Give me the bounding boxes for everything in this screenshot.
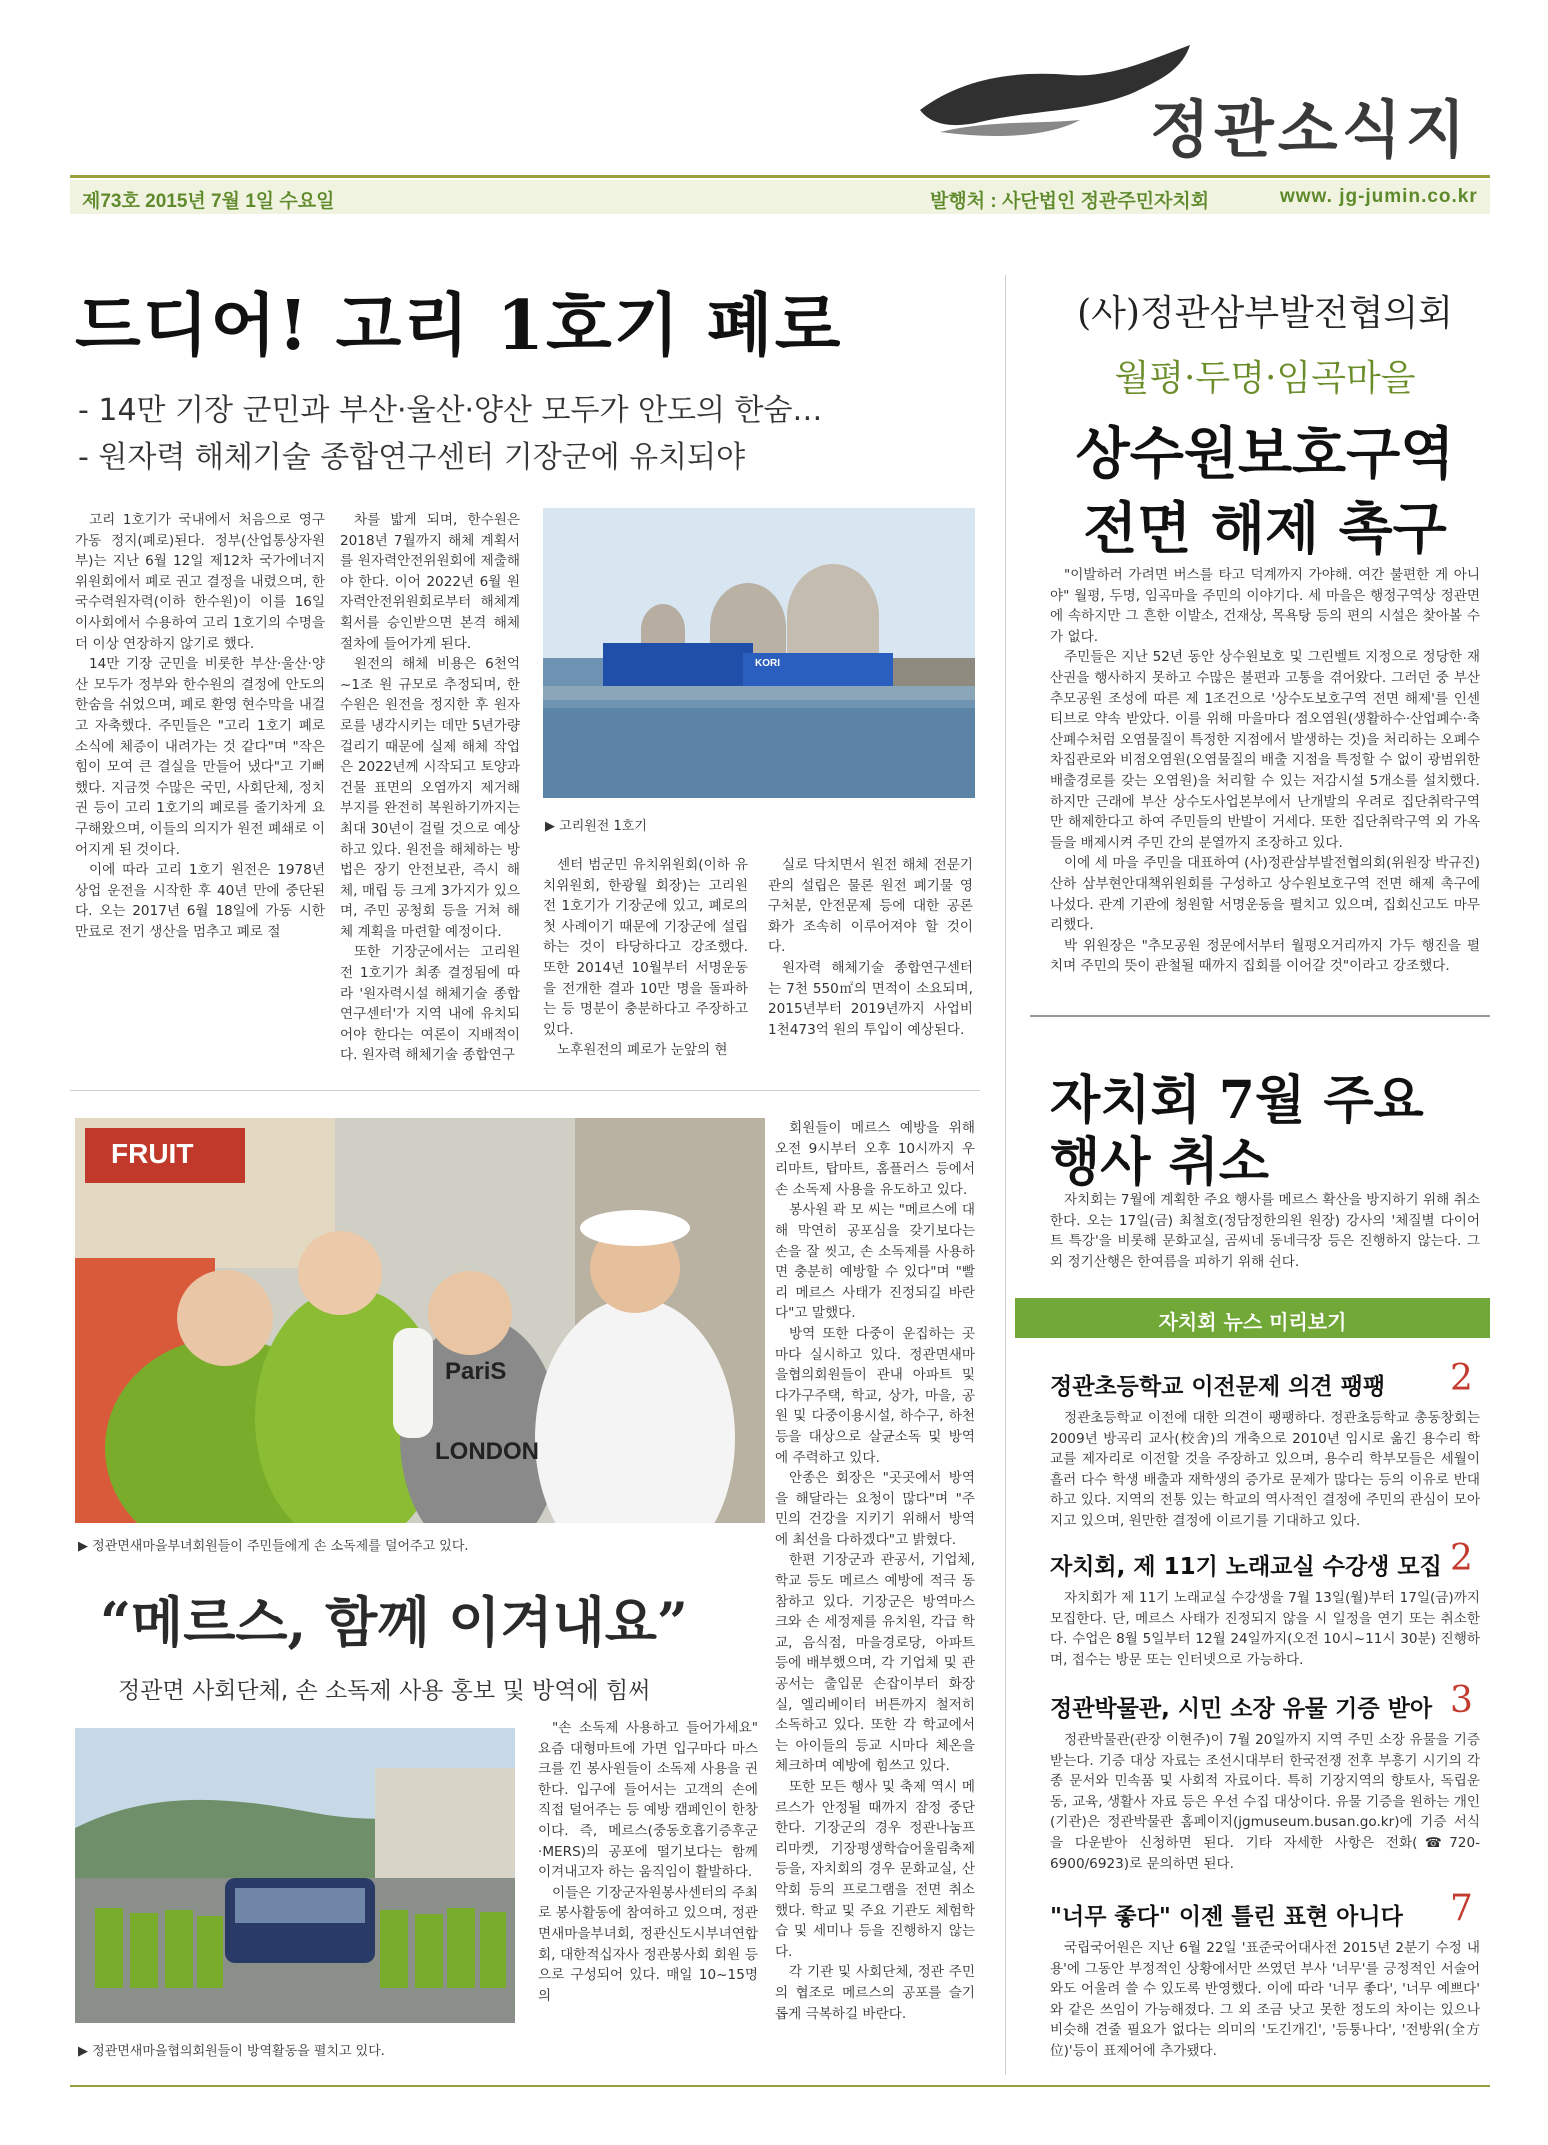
section-divider <box>70 1090 980 1091</box>
paragraph: 한편 기장군과 관공서, 기업체, 학교 등도 메르스 예방에 적극 동참하고 있다. 기장군은 방역마스크와 손 세정제를 유치원, 각급 학교, 음식점, 마을경로당, 아파트 등에 배부했으며, 각 기업체 및 관공서는 출입문 손잡이부터 화장실, 엘리베이터 버튼까지 철저히 소독하고 있다. 또한 각 학교에서는 아이들의 등교 시마다 체온을 체크하며 예방에 힘쓰고 있다. <box>775 1552 975 1775</box>
water-protection-headline-1: 상수원보호구역 <box>1075 421 1455 487</box>
news-item-body <box>1050 1588 1480 1670</box>
water-protection-headline-2: 전면 해제 촉구 <box>1083 496 1447 562</box>
paragraph: 이들은 기장군자원봉사센터의 주최로 봉사활동에 참여하고 있으며, 정관면새마을부녀회, 정관신도시부녀연합회, 대한적십자사 정관봉사회 회원 등으로 구성되어 있다. 매일 10~15명의 <box>538 1884 758 2004</box>
column-divider <box>1005 275 1006 2075</box>
news-item-page-number: 3 <box>1450 1680 1473 1721</box>
organization-name: (사)정관삼부발전협의회 <box>1077 293 1453 334</box>
publisher: 발행처 : 사단법인 정관주민자치회 <box>930 191 1210 212</box>
paragraph: 각 기관 및 사회단체, 정관 주민의 협조로 메르스의 공포를 슬기롭게 극복하길 바란다. <box>775 1964 975 2022</box>
paragraph: 주민들은 지난 52년 동안 상수원보호 및 그린벨트 지정으로 정당한 재산권을 행사하지 못하고 수많은 불편과 고통을 겪어왔다. 그러던 중 부산추모공원 조성에 따른 제 1조건으로 '상수도보호구역 전면 해제'를 인센티브로 약속 받았다. 이를 위해 마을마다 점오염원(생활하수·산업폐수·축산폐수처럼 오염물질이 특정한 지점에서 발생하는 것)을 처리하는 오폐수 차집관로와 비점오염원(오염물질의 배출 지점을 특정할 수 없이 광범위한 배출경로를 갖는 오염원)을 처리할 수 있는 저감시설 5개소를 설치했다. 하지만 근래에 부산 상수도사업본부에서 난개발의 우려로 집단취락구역만 해제한다고 하여 주민들의 반발이 거세다. 또한 집단취락구역 외 가옥들을 배제시켜 주민 간의 분열까지 조장하고 있다. <box>1050 649 1480 851</box>
paragraph: 14만 기장 군민을 비롯한 부산·울산·양산 모두가 정부와 한수원의 결정에 안도의 한숨을 쉬었으며, 폐로 환영 현수막을 내걸고 자축했다. 주민들은 "고리 1호기 폐로 소식에 체증이 내려가는 것 같다"며 "작은 힘이 모여 큰 결실을 만들어 냈다"고 기뻐했다. 지금껏 수많은 국민, 사회단체, 정치권 등이 고리 1호기의 폐로를 줄기차게 요구해왔으며, 이들의 의지가 원전 폐쇄로 이어지게 된 것이다. <box>75 656 325 858</box>
water-protection-body <box>1050 565 1480 977</box>
paragraph: 이에 세 마을 주민을 대표하여 (사)정관삼부발전협의회(위원장 박규진) 산하 삼부현안대책위원회를 구성하고 상수원보호구역 전면 해제 촉구에 나섰다. 관계 기관에 청원할 서명운동을 펼치고 있으며, 집회신고도 마무리했다. <box>1050 855 1480 934</box>
news-item-body <box>1050 1938 1480 2062</box>
website-link[interactable]: www. jg-jumin.co.kr <box>1280 186 1478 207</box>
main-article-column-2 <box>340 510 520 1066</box>
news-preview-title: 자치회 뉴스 미리보기 <box>1158 1310 1347 1334</box>
hand-sanitizer-photo <box>75 1118 765 1523</box>
news-item-title[interactable]: 자치회, 제 11기 노래교실 수강생 모집 <box>1050 1554 1442 1580</box>
main-subhead-2: - 원자력 해체기술 종합연구센터 기장군에 유치되야 <box>78 440 746 475</box>
paragraph: "이발하러 가려면 버스를 타고 덕계까지 가야해. 여간 불편한 게 아니야" 월평, 두명, 임곡마을 주민의 이야기다. 세 마을은 행정구역상 정관면에 속하지만 그 흔한 이발소, 건재상, 목욕탕 등의 편의 시설은 찾아볼 수가 없다. <box>1050 567 1480 645</box>
paragraph: 회원들이 메르스 예방을 위해 오전 9시부터 오후 10시까지 우리마트, 탑마트, 홈플러스 등에서 손 소독제 사용을 유도하고 있다. <box>775 1120 975 1198</box>
paragraph: 봉사원 곽 모 씨는 "메르스에 대해 막연히 공포심을 갖기보다는 손을 잘 씻고, 손 소독제를 사용하면 충분히 예방할 수 있다"며 "빨리 메르스 사태가 진정되길 바란다"고 말했다. <box>775 1202 975 1322</box>
news-item-page-number: 2 <box>1450 1358 1473 1399</box>
paragraph: 차를 밟게 되며, 한수원은 2018년 7월까지 해체 계획서를 원자력안전위원회에 제출해야 한다. 이어 2022년 6월 원자력안전위원회로부터 해체계획서를 승인받으면 본격 해체 절차에 들어가게 된다. <box>340 512 520 652</box>
plant-sign-text: KORI <box>755 658 780 669</box>
paragraph: 안종은 회장은 "곳곳에서 방역을 해달라는 요청이 많다"며 "주민의 건강을 지키기 위해서 방역에 최선을 다하겠다"고 밝혔다. <box>775 1470 975 1548</box>
main-article-column-4 <box>768 855 973 1040</box>
footer-rule <box>70 2085 1490 2087</box>
paragraph: 자치회는 7월에 계획한 주요 행사를 메르스 확산을 방지하기 위해 취소한다. 오는 17일(금) 최철호(정담정한의원 원장) 강사의 '체질별 다이어트 특강'을 비롯해 문화교실, 곰씨네 동네극장 등은 진행하지 않는다. 그 외 정기산행은 한여름을 피하기 위해 쉰다. <box>1050 1192 1480 1270</box>
plant-photo-caption: ▶ 고리원전 1호기 <box>545 819 647 834</box>
paragraph: 고리 1호기가 국내에서 처음으로 영구 가동 정지(폐로)된다. 정부(산업통상자원부)는 지난 6월 12일 제12차 국가에너지위원회에서 폐로 권고 결정을 내렸으며, 한국수력원자력(이하 한수원)이 이를 16일 이사회에서 수용하여 고리 1호기의 수명을 더 이상 연장하지 않기로 했다. <box>75 512 325 652</box>
section-divider <box>1030 1015 1490 1017</box>
disinfection-group-photo <box>75 1728 515 2023</box>
paragraph: 국립국어원은 지난 6월 22일 '표준국어대사전 2015년 2분기 수정 내용'에 그동안 부정적인 상황에서만 쓰였던 부사 '너무'를 긍정적인 서술어와도 어울려 쓸 수 있도록 반영했다. 이에 따라 '너무 좋다', '너무 예쁘다' 와 같은 쓰임이 가능해졌다. 그 외 조금 낫고 못한 정도의 차이는 있으나 비슷해 견줄 필요가 없다는 의미의 '도긴개긴', '등퉁나다', '전방위(全方位)'등이 표제어에 추가됐다. <box>1050 1940 1480 2059</box>
main-headline: 드디어! 고리 1호기 폐로 <box>75 286 843 366</box>
paragraph: 방역 또한 다중이 운집하는 곳마다 실시하고 있다. 정관면새마을협의회원들이 관내 아파트 및 다가구주택, 학교, 상가, 마을, 공원 및 다중이용시설, 하수구, 하천 등을 대상으로 살균소독 및 방역에 주력하고 있다. <box>775 1325 975 1466</box>
villages-heading: 월평·두명·임곡마을 <box>1114 358 1416 399</box>
news-item-body <box>1050 1408 1480 1532</box>
news-item-title[interactable]: 정관초등학교 이전문제 의견 팽팽 <box>1050 1374 1386 1400</box>
news-item-title[interactable]: 정관박물관, 시민 소장 유물 기증 받아 <box>1050 1696 1433 1722</box>
paragraph: 실로 닥치면서 원전 해체 전문기관의 설립은 물론 원전 폐기물 영구처분, 안전문제 등에 대한 공론화가 조속히 이루어져야 할 것이다. <box>768 857 973 956</box>
news-item-title[interactable]: "너무 좋다" 이젠 틀린 표현 아니다 <box>1050 1904 1403 1930</box>
mers-article-column-right <box>775 1118 975 2024</box>
news-item-page-number: 2 <box>1450 1538 1473 1579</box>
mers-article-column-left <box>538 1718 758 2006</box>
header-rule <box>70 175 1490 178</box>
main-article-column-1 <box>75 510 325 942</box>
paragraph: 정관초등학교 이전에 대한 의견이 팽팽하다. 정관초등학교 총동창회는 2009년 방곡리 교사(校舍)의 개축으로 2010년 임시로 옮긴 용수리 학교를 제자리로 이전할 것을 주장하고 있으며, 용수리 학부모들은 세월이 흘러 다수 학생 배출과 재학생의 증가로 문제가 많다는 등의 이유로 반대하고 있다. 지역의 전통 있는 학교의 역사적인 결정에 주민의 관심이 모아지고 있으며, 원만한 결정에 이르기를 기대하고 있다. <box>1050 1410 1480 1529</box>
paragraph: "손 소독제 사용하고 들어가세요" 요즘 대형마트에 가면 입구마다 마스크를 낀 봉사원들이 소독제 사용을 권한다. 입구에 들어서는 고객의 손에 직접 덜어주는 등 예방 캠페인이 한창이다. 즉, 메르스(중동호흡기증후군·MERS)의 공포에 떨기보다는 함께 이겨내고자 하는 움직임이 활발하다. <box>538 1720 758 1881</box>
news-item-body <box>1050 1730 1480 1874</box>
masthead-title: 정관소식지 <box>1150 93 1470 166</box>
paragraph: 또한 모든 행사 및 축제 역시 메르스가 안정될 때까지 잠정 중단한다. 기장군의 경우 정관나눔프리마켓, 기장평생학습어울림축제 등을, 자치회의 경우 문화교실, 산악회 등의 프로그램을 전면 취소했다. 학교 및 주요 기관도 체험학습 및 세미나 등을 진행하지 않는다. <box>775 1779 975 1960</box>
store-sign-text: FRUIT <box>111 1138 194 1169</box>
paragraph: 자치회가 제 11기 노래교실 수강생을 7월 13일(월)부터 17일(금)까지 모집한다. 단, 메르스 사태가 진정되지 않을 시 일정을 연기 또는 취소한다. 수업은 8월 5일부터 12월 24일까지(오전 10시~11시 30분) 진행하며, 접수는 방문 또는 인터넷으로 가능하다. <box>1050 1590 1480 1668</box>
events-body <box>1050 1190 1480 1272</box>
paragraph: 노후원전의 폐로가 눈앞의 현 <box>557 1042 728 1059</box>
mers-subhead: 정관면 사회단체, 손 소독제 사용 홍보 및 방역에 힘써 <box>118 1678 651 1704</box>
shirt-text-2: LONDON <box>435 1438 539 1465</box>
paragraph: 센터 범군민 유치위원회(이하 유치위원회, 한광월 회장)는 고리원전 1호기가 기장군에 있고, 폐로의 첫 사례이기 때문에 기장군에 설립하는 것이 타당하다고 강조했다. 또한 2014년 10월부터 서명운동을 전개한 결과 10만 명을 돌파하는 등 명분이 충분하다고 주장하고 있다. <box>543 857 748 1038</box>
issue-info: 제73호 2015년 7월 1일 수요일 <box>82 191 335 212</box>
group-photo-caption: ▶ 정관면새마을협의회원들이 방역활동을 펼치고 있다. <box>78 2044 385 2059</box>
news-item-page-number: 7 <box>1450 1888 1473 1929</box>
main-subhead-1: - 14만 기장 군민과 부산·울산·양산 모두가 안도의 한숨… <box>78 393 823 428</box>
main-article-column-3 <box>543 855 748 1061</box>
mers-headline: “메르스, 함께 이겨내요” <box>100 1590 688 1654</box>
events-headline-1: 자치회 7월 주요 <box>1050 1070 1424 1131</box>
sanitizer-photo-caption: ▶ 정관면새마을부녀회원들이 주민들에게 손 소독제를 덜어주고 있다. <box>78 1539 469 1554</box>
nuclear-plant-photo <box>543 508 975 798</box>
paragraph: 원전의 해체 비용은 6천억~1조 원 규모로 추정되며, 한수원은 원전을 정지한 후 원자로를 냉각시키는 데만 5년가량 걸리기 때문에 실제 해체 작업은 2022년께 시작되고 토양과 건물 표면의 오염까지 제거해 부지를 완전히 복원하기까지는 최대 30년이 걸릴 것으로 예상하고 있다. 원전을 해체하는 방법은 장기 안전보관, 즉시 해체, 매립 등 크게 3가지가 있으며, 주민 공청회 등을 거쳐 해체 계획을 마련할 예정이다. <box>340 656 520 940</box>
events-headline-2: 행사 취소 <box>1050 1132 1270 1193</box>
paragraph: 또한 기장군에서는 고리원전 1호기가 최종 결정됨에 따라 '원자력시설 해체기술 종합연구센터'가 지역 내에 유치되어야 한다는 여론이 지배적이다. 원자력 해체기술 종합연구 <box>340 944 520 1064</box>
paragraph: 정관박물관(관장 이현주)이 7월 20일까지 지역 주민 소장 유물을 기증받는다. 기증 대상 자료는 조선시대부터 한국전쟁 전후 부흥기 시기의 각종 문서와 민속품 및 사회적 자료이다. 특히 기장지역의 향토사, 독립운동, 교육, 생활사 자료 등은 우선 수집 대상이다. 유물 기증을 원하는 개인(기관)은 정관박물관 홈페이지(jgmuseum.busan.go.kr)에 기증 서식을 다운받아 신청하면 된다. 기타 자세한 사항은 전화(☎720-6900/6923)로 문의하면 된다. <box>1050 1732 1480 1872</box>
shirt-text-1: PariS <box>445 1358 507 1385</box>
paragraph: 이에 따라 고리 1호기 원전은 1978년 상업 운전을 시작한 후 40년 만에 중단된다. 오는 2017년 6월 18일에 가동 시한 만료로 전기 생산을 멈추고 폐로 절 <box>75 862 325 940</box>
paragraph: 원자력 해체기술 종합연구센터는 7천 550㎡의 면적이 소요되며, 2015년부터 2019년까지 사업비 1천473억 원의 투입이 예상된다. <box>768 959 973 1038</box>
paragraph: 박 위원장은 "추모공원 정문에서부터 월평오거리까지 가두 행진을 펼치며 주민의 뜻이 관철될 때까지 집회를 이어갈 것"이라고 강조했다. <box>1050 937 1480 975</box>
